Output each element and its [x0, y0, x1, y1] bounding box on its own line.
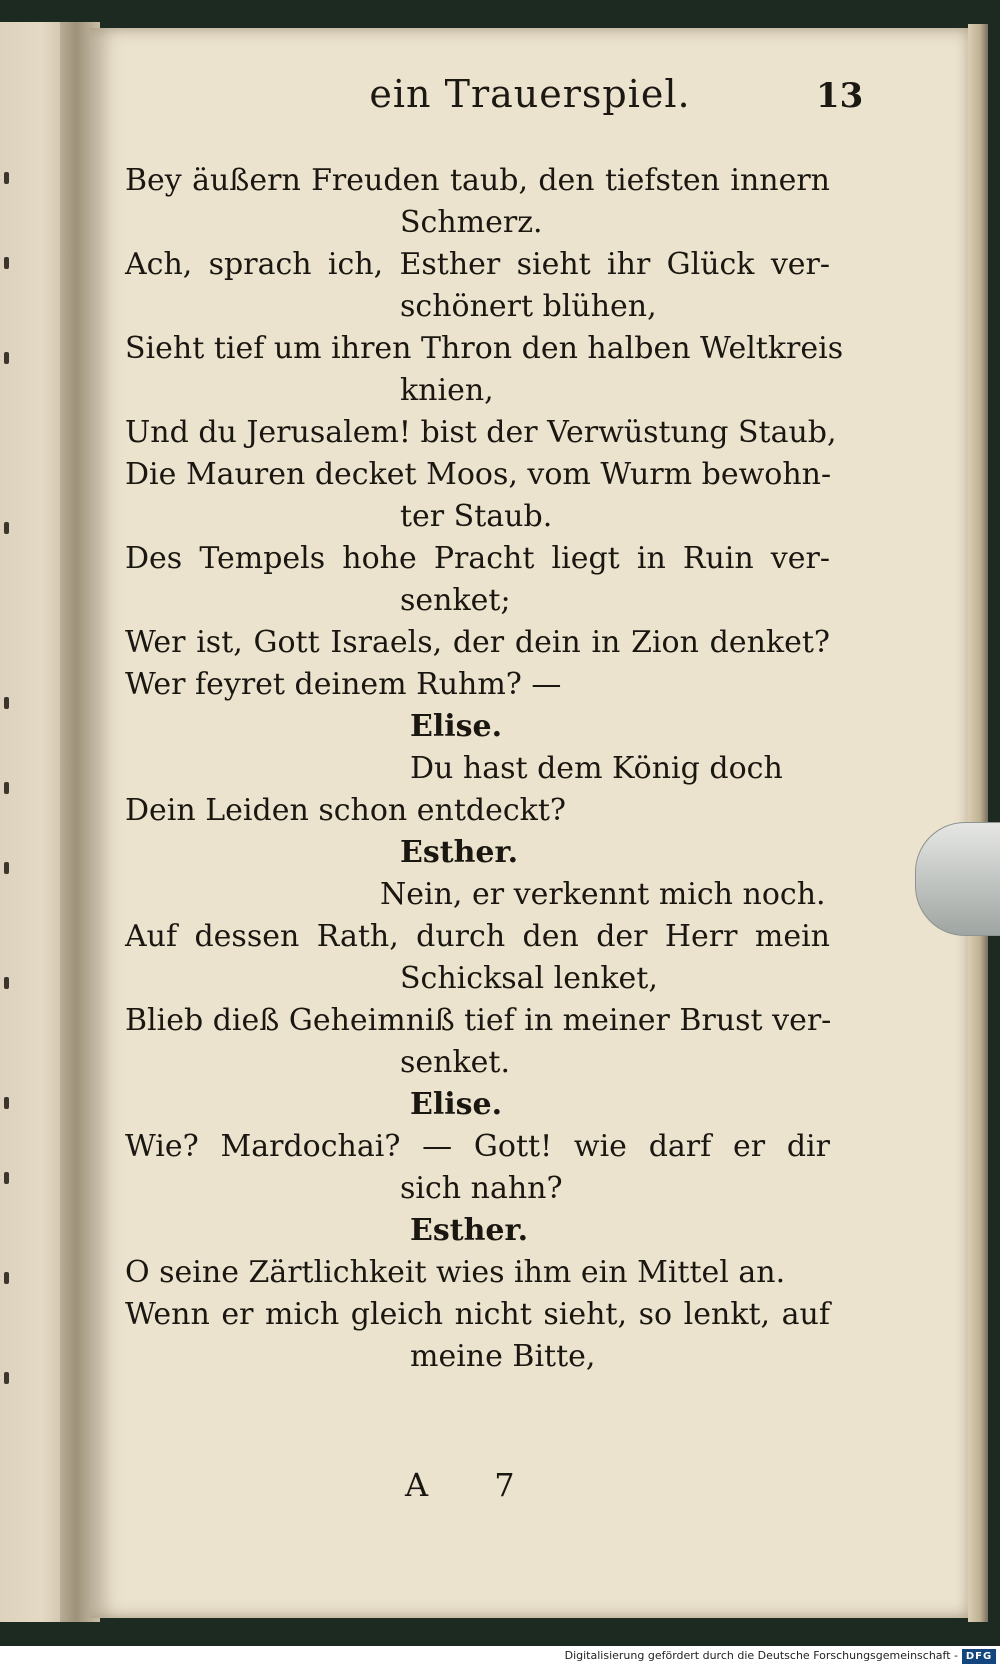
page-number: 13 [816, 76, 864, 116]
bleed-mark [4, 697, 9, 709]
verse-line: O seine Zärtlichkeit wies ihm ein Mittel an. [125, 1255, 786, 1290]
verse-continuation: meine Bitte, [410, 1339, 596, 1374]
bleed-mark [4, 1097, 9, 1109]
running-title: ein Trauerspiel. [369, 72, 691, 116]
verse-continuation: Schicksal lenket, [400, 961, 658, 996]
speaker-name-elise: Elise. [410, 1087, 503, 1122]
speaker-name-esther: Esther. [400, 835, 519, 870]
dfg-logo: DFG [962, 1649, 996, 1664]
verse-line: Dein Leiden schon entdeckt? [125, 793, 566, 828]
bleed-mark [4, 172, 9, 184]
funding-credit: Digitalisierung gefördert durch die Deutsche Forschungsgemeinschaft - [564, 1649, 958, 1662]
verse-line: Wer ist, Gott Israels, der dein in Zion denket? [125, 625, 830, 660]
verse-continuation: senket. [400, 1045, 510, 1080]
bleed-mark [4, 1172, 9, 1184]
verse-continuation: knien, [400, 373, 494, 408]
bleed-mark [4, 522, 9, 534]
speaker-name-esther: Esther. [410, 1213, 529, 1248]
bleed-mark [4, 1372, 9, 1384]
page-header [90, 72, 970, 132]
bleed-mark [4, 977, 9, 989]
verse-line: Auf dessen Rath, durch den der Herr mein [125, 919, 830, 954]
verse-line: Und du Jerusalem! bist der Verwüstung Staub, [125, 415, 837, 450]
verse-line: Sieht tief um ihren Thron den halben Weltkreis [125, 331, 844, 366]
verse-line: Blieb dieß Geheimniß tief in meiner Brust ver- [125, 1003, 832, 1038]
verse-line: Des Tempels hohe Pracht liegt in Ruin ver- [125, 541, 830, 576]
bleed-mark [4, 352, 9, 364]
verse-continuation: ter Staub. [400, 499, 553, 534]
bleed-mark [4, 782, 9, 794]
credit-bar [0, 1646, 1000, 1668]
bleed-mark [4, 1272, 9, 1284]
verse-line: Wer feyret deinem Ruhm? — [125, 667, 562, 702]
verse-continuation: Schmerz. [400, 205, 543, 240]
verse-continuation: senket; [400, 583, 511, 618]
page-clip [915, 822, 1000, 936]
signature-mark: A 7 [405, 1466, 543, 1504]
verse-continuation: Du hast dem König doch [410, 751, 783, 786]
bleed-mark [4, 862, 9, 874]
verse-line: Wenn er mich gleich nicht sieht, so lenkt, auf [125, 1297, 830, 1332]
verse-line: Die Mauren decket Moos, vom Wurm bewohn- [125, 457, 832, 492]
speaker-name-elise: Elise. [410, 709, 503, 744]
verse-continuation: Nein, er verkennt mich noch. [380, 877, 826, 912]
verse-line: Bey äußern Freuden taub, den tiefsten innern [125, 163, 830, 198]
verse-continuation: sich nahn? [400, 1171, 563, 1206]
verse-continuation: schönert blühen, [400, 289, 657, 324]
verse-line: Wie? Mardochai? — Gott! wie darf er dir [125, 1129, 830, 1164]
verse-line: Ach, sprach ich, Esther sieht ihr Glück ver- [125, 247, 830, 282]
bleed-mark [4, 257, 9, 269]
